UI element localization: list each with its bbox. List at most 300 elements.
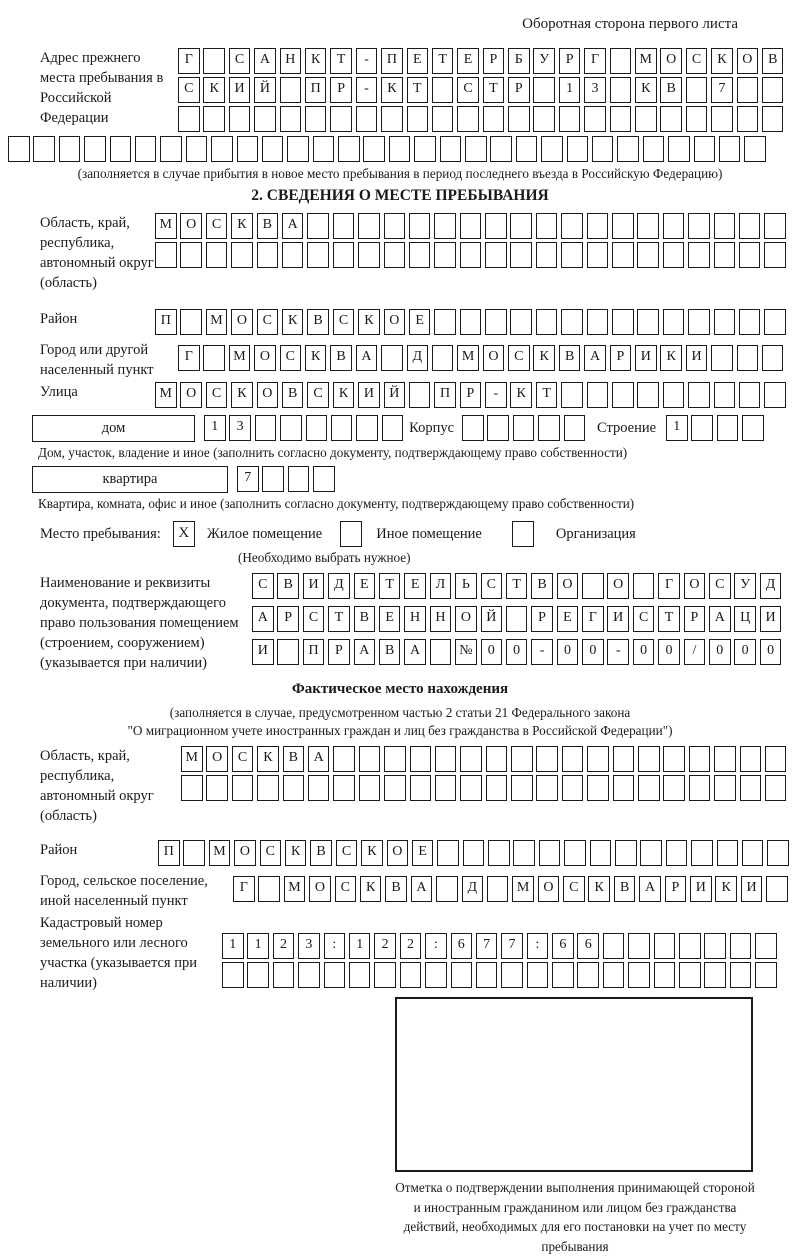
char-cell: Т xyxy=(536,382,558,408)
char-cell xyxy=(704,933,726,959)
char-cell xyxy=(487,415,509,441)
char-cell xyxy=(552,962,574,988)
char-cell xyxy=(356,106,378,132)
char-cell xyxy=(539,840,561,866)
char-cell xyxy=(486,746,508,772)
char-cell xyxy=(511,775,533,801)
char-cell: 2 xyxy=(374,933,396,959)
region-label: Область, край, республика, автономный округ (область) xyxy=(40,215,154,291)
char-cell xyxy=(737,106,759,132)
char-cell: А xyxy=(282,213,304,239)
char-cell: О xyxy=(660,48,682,74)
char-cell xyxy=(298,962,320,988)
char-cell: Т xyxy=(330,48,352,74)
char-cell xyxy=(762,77,784,103)
char-cell: Ц xyxy=(734,606,756,632)
char-cell xyxy=(333,775,355,801)
char-cell: С xyxy=(508,345,530,371)
char-cell xyxy=(714,242,736,268)
char-cell xyxy=(280,77,302,103)
char-cell: С xyxy=(303,606,325,632)
char-cell xyxy=(765,746,787,772)
char-cell: С xyxy=(307,382,329,408)
char-cell xyxy=(533,106,555,132)
char-cell: В xyxy=(310,840,332,866)
char-cell xyxy=(231,242,253,268)
char-cell: П xyxy=(434,382,456,408)
char-cell xyxy=(331,415,353,441)
char-cell: : xyxy=(527,933,549,959)
char-cell: Р xyxy=(684,606,706,632)
char-cell: А xyxy=(308,746,330,772)
char-cell: К xyxy=(231,213,253,239)
option-residential-label: Жилое помещение xyxy=(206,525,323,542)
char-cell xyxy=(714,746,736,772)
char-cell: А xyxy=(709,606,731,632)
char-cell: Ь xyxy=(455,573,477,599)
char-cell: А xyxy=(356,345,378,371)
char-cell xyxy=(338,136,360,162)
char-cell: 0 xyxy=(709,639,731,665)
char-cell: Р xyxy=(508,77,530,103)
char-cell xyxy=(356,415,378,441)
char-cell xyxy=(679,962,701,988)
char-cell: И xyxy=(252,639,274,665)
char-cell xyxy=(615,840,637,866)
char-cell xyxy=(714,309,736,335)
char-cell: Е xyxy=(457,48,479,74)
char-cell xyxy=(744,136,766,162)
confirmation-stamp-box xyxy=(395,997,753,1172)
char-cell: И xyxy=(741,876,763,902)
char-cell: Р xyxy=(328,639,350,665)
char-cell xyxy=(232,775,254,801)
char-cell xyxy=(451,962,473,988)
option-other-premises-label: Иное помещение xyxy=(376,525,482,542)
char-cell: 1 xyxy=(559,77,581,103)
char-cell: С xyxy=(206,213,228,239)
char-cell xyxy=(381,345,403,371)
char-cell: С xyxy=(252,573,274,599)
char-cell xyxy=(587,775,609,801)
char-cell: Р xyxy=(277,606,299,632)
char-cell xyxy=(488,840,510,866)
char-cell: М xyxy=(181,746,203,772)
char-cell xyxy=(688,242,710,268)
char-cell: 6 xyxy=(577,933,599,959)
stay-type-row xyxy=(40,519,800,549)
char-cell: И xyxy=(635,345,657,371)
char-cell: В xyxy=(282,382,304,408)
char-cell xyxy=(110,136,132,162)
char-cell: В xyxy=(762,48,784,74)
char-cell: Г xyxy=(584,48,606,74)
char-cell: Т xyxy=(506,573,528,599)
char-cell xyxy=(679,933,701,959)
char-cell xyxy=(663,746,685,772)
char-cell: Т xyxy=(432,48,454,74)
actual-location-note-2: "О миграционном учете иностранных граждан и лиц без гражданства в Российской Федерации") xyxy=(127,723,673,738)
char-cell: С xyxy=(333,309,355,335)
char-cell xyxy=(742,840,764,866)
char-cell: О xyxy=(387,840,409,866)
char-cell: М xyxy=(155,382,177,408)
char-cell xyxy=(203,345,225,371)
char-cell: 6 xyxy=(552,933,574,959)
char-cell xyxy=(582,573,604,599)
char-cell xyxy=(306,415,328,441)
char-cell: В xyxy=(277,573,299,599)
char-cell xyxy=(359,775,381,801)
char-cell xyxy=(663,775,685,801)
char-cell: - xyxy=(356,77,378,103)
char-cell: Т xyxy=(407,77,429,103)
char-cell xyxy=(654,933,676,959)
char-cell xyxy=(510,309,532,335)
prev-address-row-1 xyxy=(178,48,787,74)
char-cell xyxy=(288,466,310,492)
char-cell: К xyxy=(510,382,532,408)
char-cell: П xyxy=(381,48,403,74)
char-cell xyxy=(434,213,456,239)
char-cell xyxy=(739,213,761,239)
char-cell xyxy=(610,77,632,103)
char-cell: К xyxy=(231,382,253,408)
char-cell: 2 xyxy=(273,933,295,959)
char-cell xyxy=(485,242,507,268)
char-cell xyxy=(533,77,555,103)
char-cell xyxy=(324,962,346,988)
char-cell: С xyxy=(257,309,279,335)
char-cell: И xyxy=(760,606,782,632)
char-cell xyxy=(160,136,182,162)
char-cell: А xyxy=(584,345,606,371)
char-cell xyxy=(206,775,228,801)
char-cell xyxy=(434,242,456,268)
char-cell xyxy=(155,242,177,268)
char-cell: Р xyxy=(665,876,687,902)
char-cell xyxy=(432,77,454,103)
char-cell xyxy=(562,746,584,772)
char-cell xyxy=(59,136,81,162)
checkbox-other-premises xyxy=(340,521,362,547)
char-cell xyxy=(612,213,634,239)
char-cell: Е xyxy=(404,573,426,599)
char-cell: В xyxy=(354,606,376,632)
char-cell: 1 xyxy=(222,933,244,959)
char-cell xyxy=(610,48,632,74)
char-cell: - xyxy=(485,382,507,408)
char-cell xyxy=(203,106,225,132)
char-cell: В xyxy=(614,876,636,902)
char-cell: 1 xyxy=(666,415,688,441)
char-cell xyxy=(333,213,355,239)
char-cell: О xyxy=(737,48,759,74)
char-cell: Е xyxy=(379,606,401,632)
char-cell: М xyxy=(155,213,177,239)
char-cell xyxy=(739,309,761,335)
char-cell xyxy=(765,775,787,801)
char-cell: У xyxy=(533,48,555,74)
char-cell xyxy=(688,382,710,408)
char-cell xyxy=(330,106,352,132)
char-cell: О xyxy=(309,876,331,902)
char-cell: К xyxy=(660,345,682,371)
char-cell xyxy=(536,775,558,801)
char-cell xyxy=(460,775,482,801)
char-cell: К xyxy=(282,309,304,335)
char-cell xyxy=(382,415,404,441)
char-cell: : xyxy=(425,933,447,959)
char-cell xyxy=(663,242,685,268)
char-cell xyxy=(186,136,208,162)
char-cell xyxy=(425,962,447,988)
char-cell xyxy=(183,840,205,866)
char-cell xyxy=(536,309,558,335)
char-cell: В xyxy=(385,876,407,902)
char-cell xyxy=(389,136,411,162)
char-cell xyxy=(262,466,284,492)
char-cell xyxy=(764,242,786,268)
char-cell xyxy=(584,106,606,132)
char-cell: Г xyxy=(233,876,255,902)
char-cell xyxy=(637,213,659,239)
char-cell: С xyxy=(178,77,200,103)
char-cell: О xyxy=(257,382,279,408)
char-cell xyxy=(764,309,786,335)
char-cell: П xyxy=(303,639,325,665)
char-cell xyxy=(638,746,660,772)
char-cell xyxy=(603,933,625,959)
char-cell: 0 xyxy=(557,639,579,665)
char-cell xyxy=(400,962,422,988)
char-cell: К xyxy=(203,77,225,103)
char-cell: В xyxy=(307,309,329,335)
char-cell xyxy=(483,106,505,132)
char-cell xyxy=(432,106,454,132)
actual-region-row-2 xyxy=(181,775,790,801)
apartment-note: Квартира, комната, офис и иное (заполнить согласно документу, подтверждающему право собственности) xyxy=(38,496,635,511)
char-cell: К xyxy=(305,48,327,74)
char-cell xyxy=(282,242,304,268)
char-cell: Е xyxy=(407,48,429,74)
char-cell xyxy=(513,415,535,441)
char-cell: М xyxy=(512,876,534,902)
char-cell xyxy=(617,136,639,162)
char-cell xyxy=(561,242,583,268)
char-cell xyxy=(511,746,533,772)
char-cell xyxy=(460,746,482,772)
actual-district-row xyxy=(158,840,793,866)
char-cell: Н xyxy=(404,606,426,632)
char-cell: Г xyxy=(178,345,200,371)
char-cell: В xyxy=(379,639,401,665)
char-cell xyxy=(510,213,532,239)
district-row xyxy=(155,309,790,335)
char-cell xyxy=(663,309,685,335)
char-cell xyxy=(485,213,507,239)
char-cell xyxy=(432,345,454,371)
char-cell: К xyxy=(285,840,307,866)
char-cell: С xyxy=(457,77,479,103)
char-cell: 0 xyxy=(658,639,680,665)
char-cell xyxy=(717,840,739,866)
char-cell: К xyxy=(257,746,279,772)
char-cell xyxy=(8,136,30,162)
char-cell: - xyxy=(356,48,378,74)
char-cell xyxy=(307,242,329,268)
char-cell xyxy=(434,309,456,335)
char-cell xyxy=(536,242,558,268)
char-cell: Т xyxy=(483,77,505,103)
char-cell: Т xyxy=(658,606,680,632)
char-cell xyxy=(258,876,280,902)
char-cell: Е xyxy=(354,573,376,599)
char-cell: 1 xyxy=(204,415,226,441)
char-cell xyxy=(686,106,708,132)
char-cell xyxy=(409,382,431,408)
char-cell xyxy=(635,106,657,132)
char-cell xyxy=(257,242,279,268)
char-cell xyxy=(305,106,327,132)
char-cell xyxy=(280,415,302,441)
char-cell: 7 xyxy=(501,933,523,959)
char-cell: О xyxy=(231,309,253,335)
char-cell xyxy=(633,573,655,599)
char-cell xyxy=(612,242,634,268)
char-cell xyxy=(363,136,385,162)
char-cell xyxy=(587,309,609,335)
char-cell: У xyxy=(734,573,756,599)
house-row xyxy=(32,415,800,444)
char-cell: О xyxy=(206,746,228,772)
char-cell: П xyxy=(305,77,327,103)
char-cell: 3 xyxy=(584,77,606,103)
char-cell: : xyxy=(324,933,346,959)
char-cell xyxy=(564,840,586,866)
char-cell xyxy=(637,309,659,335)
char-cell: И xyxy=(303,573,325,599)
char-cell xyxy=(384,213,406,239)
char-cell: Р xyxy=(559,48,581,74)
prev-address-row-2 xyxy=(178,77,787,103)
char-cell xyxy=(592,136,614,162)
house-cells xyxy=(204,415,407,441)
char-cell: С xyxy=(206,382,228,408)
char-cell: 7 xyxy=(711,77,733,103)
char-cell xyxy=(590,840,612,866)
char-cell xyxy=(308,775,330,801)
char-cell xyxy=(254,106,276,132)
char-cell xyxy=(460,213,482,239)
char-cell: Л xyxy=(430,573,452,599)
char-cell xyxy=(283,775,305,801)
char-cell xyxy=(755,962,777,988)
section2-title: 2. СВЕДЕНИЯ О МЕСТЕ ПРЕБЫВАНИЯ xyxy=(251,187,549,204)
char-cell: С xyxy=(336,840,358,866)
char-cell: М xyxy=(284,876,306,902)
char-cell: К xyxy=(361,840,383,866)
char-cell xyxy=(273,962,295,988)
char-cell xyxy=(704,962,726,988)
char-cell: О xyxy=(455,606,477,632)
char-cell: Н xyxy=(280,48,302,74)
checkbox-residential-premises: X xyxy=(173,521,195,547)
char-cell xyxy=(654,962,676,988)
char-cell xyxy=(313,466,335,492)
char-cell: Д xyxy=(328,573,350,599)
char-cell xyxy=(613,775,635,801)
city-row xyxy=(178,345,787,371)
house-note: Дом, участок, владение и иное (заполнить согласно документу, подтверждающему право собственности) xyxy=(38,445,628,460)
char-cell: Р xyxy=(610,345,632,371)
char-cell: А xyxy=(252,606,274,632)
char-cell xyxy=(414,136,436,162)
actual-region-row-1 xyxy=(181,746,790,772)
char-cell: К xyxy=(305,345,327,371)
char-cell xyxy=(84,136,106,162)
char-cell xyxy=(476,962,498,988)
char-cell: К xyxy=(358,309,380,335)
char-cell xyxy=(247,962,269,988)
char-cell xyxy=(536,746,558,772)
char-cell: А xyxy=(639,876,661,902)
char-cell: 0 xyxy=(506,639,528,665)
char-cell xyxy=(490,136,512,162)
house-box-label: дом xyxy=(32,415,195,442)
char-cell: М xyxy=(635,48,657,74)
char-cell: 0 xyxy=(760,639,782,665)
prev-address-block xyxy=(40,48,800,135)
char-cell xyxy=(430,639,452,665)
char-cell xyxy=(666,840,688,866)
korpus-label: Корпус xyxy=(409,420,455,436)
char-cell xyxy=(307,213,329,239)
char-cell xyxy=(567,136,589,162)
actual-location-title: Фактическое место нахождения xyxy=(291,681,509,697)
char-cell xyxy=(280,106,302,132)
char-cell: А xyxy=(404,639,426,665)
char-cell: Т xyxy=(328,606,350,632)
region-row-1 xyxy=(155,213,790,239)
char-cell xyxy=(410,746,432,772)
char-cell: / xyxy=(684,639,706,665)
char-cell: 3 xyxy=(298,933,320,959)
char-cell: - xyxy=(531,639,553,665)
actual-region-block xyxy=(40,746,800,826)
char-cell: С xyxy=(709,573,731,599)
char-cell: А xyxy=(254,48,276,74)
char-cell xyxy=(538,415,560,441)
char-cell: О xyxy=(180,382,202,408)
char-cell xyxy=(688,309,710,335)
char-cell xyxy=(587,382,609,408)
korpus-cells xyxy=(462,415,589,441)
char-cell xyxy=(561,309,583,335)
char-cell: К xyxy=(381,77,403,103)
char-cell xyxy=(203,48,225,74)
city-label: Город или другой населенный пункт xyxy=(40,342,154,378)
char-cell: К xyxy=(588,876,610,902)
char-cell xyxy=(513,840,535,866)
char-cell xyxy=(435,746,457,772)
char-cell: В xyxy=(330,345,352,371)
char-cell xyxy=(180,309,202,335)
char-cell xyxy=(691,415,713,441)
char-cell: Е xyxy=(409,309,431,335)
char-cell xyxy=(313,136,335,162)
apartment-row xyxy=(32,466,800,495)
